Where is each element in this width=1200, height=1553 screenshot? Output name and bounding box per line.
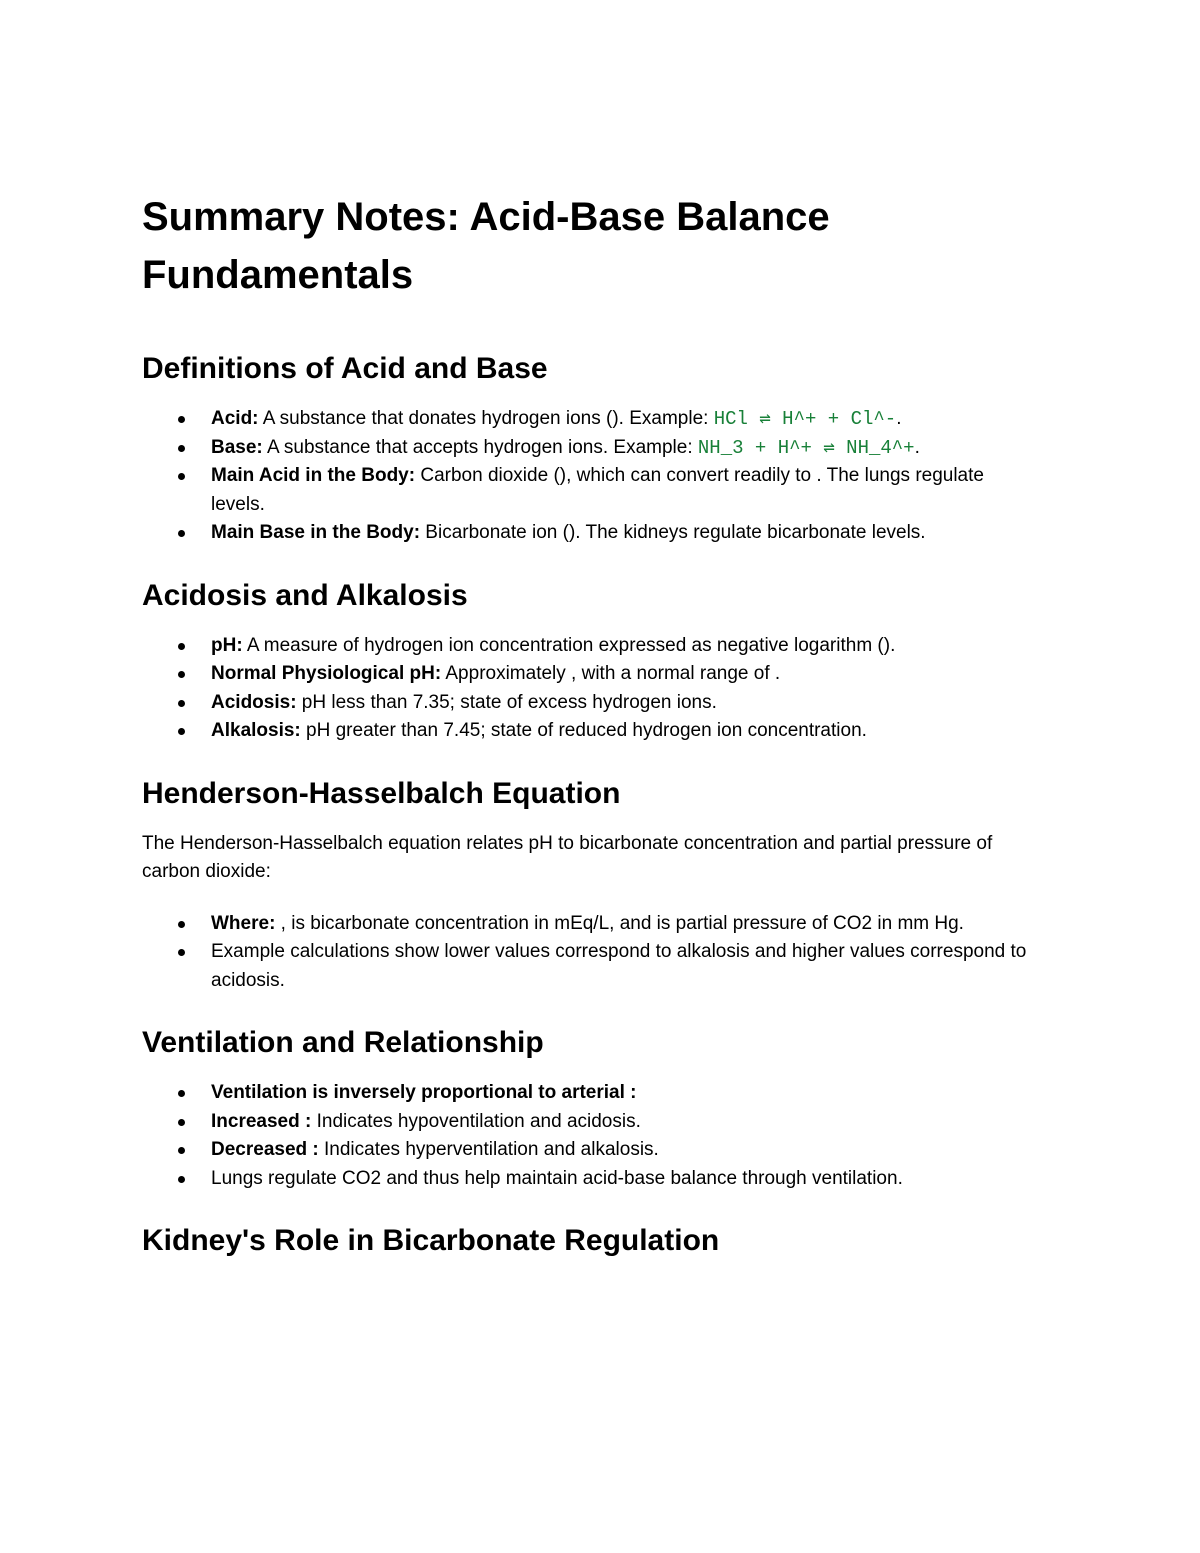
item-text: Indicates hypoventilation and acidosis. xyxy=(311,1110,641,1132)
section-heading-kidney: Kidney's Role in Bicarbonate Regulation xyxy=(142,1224,720,1257)
formula-code: HCl ⇌ H^+ + Cl^- xyxy=(713,408,897,430)
item-tail: . xyxy=(914,436,920,458)
item-text: Bicarbonate ion (). The kidneys regulate bicarbonate levels. xyxy=(420,522,926,543)
item-label: Main Base in the Body: xyxy=(211,522,421,543)
list-item xyxy=(211,462,1042,519)
list-item xyxy=(211,1165,1042,1194)
ventilation-list xyxy=(142,1079,1042,1193)
item-text: A substance that accepts hydrogen ions. Example: xyxy=(262,436,698,458)
section-heading-henderson-hasselbalch: Henderson-Hasselbalch Equation xyxy=(142,776,621,810)
item-label: Where: xyxy=(211,912,276,934)
section-heading-ventilation: Ventilation and Relationship xyxy=(142,1026,544,1059)
list-item xyxy=(211,519,1042,548)
item-label: Acidosis: xyxy=(211,691,297,713)
acidosis-list xyxy=(142,632,1042,746)
definitions-list xyxy=(142,405,1042,548)
item-text: pH greater than 7.45; state of reduced hydrogen ion concentration. xyxy=(300,720,867,741)
page-title: Summary Notes: Acid-Base Balance Fundamentals xyxy=(142,195,830,297)
list-item xyxy=(211,1079,1042,1108)
formula-code: NH_3 + H^+ ⇌ NH_4^+ xyxy=(697,436,915,459)
document-page xyxy=(142,188,1042,1277)
item-label: pH: xyxy=(211,634,243,656)
list-item xyxy=(211,689,1042,718)
item-text: Lungs regulate CO2 and thus help maintain acid-base balance through ventilation. xyxy=(211,1167,903,1189)
item-label: Increased : xyxy=(211,1110,312,1132)
item-text: Example calculations show lower values correspond to alkalosis and higher values correspond to acidosis. xyxy=(211,941,1027,991)
item-text: pH less than 7.35; state of excess hydrogen ions. xyxy=(296,691,717,713)
list-item xyxy=(211,434,1042,463)
list-item xyxy=(211,405,1042,434)
item-label: Base: xyxy=(211,436,263,458)
section-paragraph: The Henderson-Hasselbalch equation relates pH to bicarbonate concentration and partial pressure of carbon dioxide: xyxy=(142,832,993,882)
item-text: , is bicarbonate concentration in mEq/L, and is partial pressure of CO2 in mm Hg. xyxy=(275,912,964,934)
section-heading-definitions: Definitions of Acid and Base xyxy=(142,352,548,385)
item-label: Normal Physiological pH: xyxy=(211,663,442,684)
list-item xyxy=(211,660,1042,689)
list-item xyxy=(211,1136,1042,1165)
list-item xyxy=(211,632,1042,661)
list-item xyxy=(211,910,1042,939)
item-label: Ventilation is inversely proportional to arterial : xyxy=(211,1082,637,1103)
item-text: Approximately , with a normal range of . xyxy=(441,663,781,684)
item-label: Acid: xyxy=(211,408,259,429)
item-tail: . xyxy=(896,408,902,429)
item-text: Indicates hyperventilation and alkalosis. xyxy=(318,1139,659,1160)
section-heading-acidosis-alkalosis: Acidosis and Alkalosis xyxy=(142,578,468,612)
list-item xyxy=(211,938,1042,995)
list-item xyxy=(211,717,1042,746)
item-text: A measure of hydrogen ion concentration expressed as negative logarithm (). xyxy=(242,634,896,656)
item-text: A substance that donates hydrogen ions (). Example: xyxy=(258,408,714,429)
item-label: Alkalosis: xyxy=(211,720,301,741)
item-label: Main Acid in the Body: xyxy=(211,465,416,486)
item-text: Carbon dioxide (), which can convert readily to . The lungs regulate levels. xyxy=(211,465,984,515)
item-label: Decreased : xyxy=(211,1139,319,1160)
list-item xyxy=(211,1108,1042,1137)
equation-list xyxy=(142,910,1042,996)
